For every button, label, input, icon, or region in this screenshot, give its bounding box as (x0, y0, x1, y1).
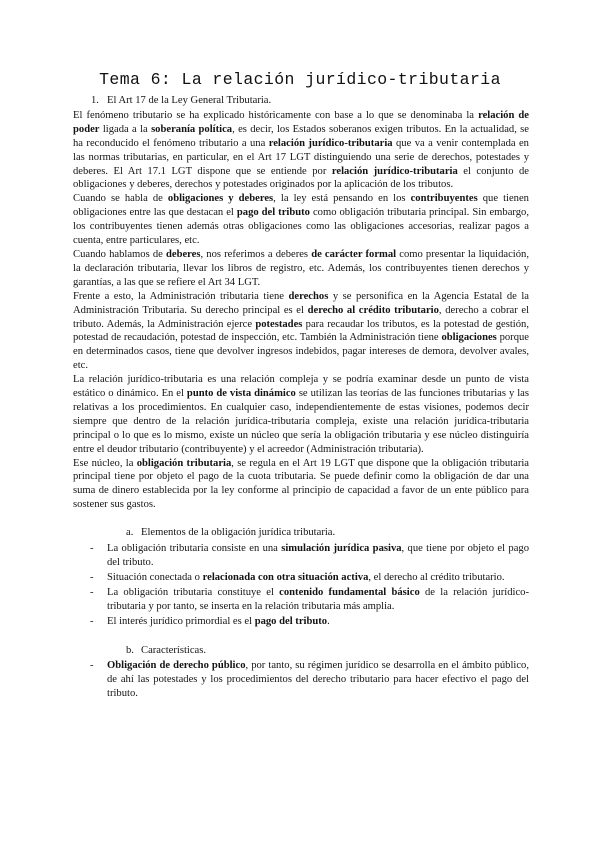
list-elements (73, 542, 529, 628)
paragraph-2: Cuando se habla de obligaciones y deberes, la ley está pensando en los contribuyentes que tienen obligaciones entre las que destacan el pago del tributo como obligación tributaria principal. Sin embargo, los contribuyentes tienen además otras obligaciones como las obligaciones accesorias, realizar pagos a cuenta, entre particulares, etc. (73, 193, 529, 247)
list-item: - Obligación de derecho público, por tanto, su régimen jurídico se desarrolla en el ámbito público, de ahí las potestades y los procedimientos del derecho tributario para hacer efectivo el pago del tributo. (90, 660, 529, 700)
paragraph-4: Frente a esto, la Administración tributaria tiene derechos y se personifica en la Agencia Estatal de la Administración Tributaria. Su derecho principal es el derecho al crédito tributario, derecho a cobrar el tributo. Además, la Administración ejerce potestades para recaudar los tributos, es la potestad de gestión, potestad de recaudación, potestad de inspección, etc. También la Administración tiene obligaciones porque en determinados casos, tiene que devolver ingresos indebidos, pagar intereses de demora, devolver avales, etc. (73, 290, 530, 372)
subsection-heading-b: b. Características. (126, 644, 207, 656)
paragraph-6: Ese núcleo, la obligación tributaria, se regula en el Art 19 LGT que dispone que la obligación tributaria principal tiene por objeto el pago de la cuota tributaria. Se puede definir como la obligación de dar una suma de dinero establecida por la ley conforme al principio de capacidad a favor de un ente público para sostener sus gastos. (73, 457, 529, 511)
paragraph-5: La relación jurídico-tributaria es una relación compleja y se podría examinar desde un punto de vista estático o dinámico. En el punto de vista dinámico se utilizan las teorías de las funciones tributarias y las relativas a los procedimientos. En cualquier caso, independientemente de estas visiones, podemos decir siempre que dentro de la relación jurídica-tributaria compleja, existe una relación jurídica-tributaria principal o lo que es lo mismo, existe un núcleo que sería la obligación tributaria y ese núcleo distinguiría entre el deudor tributario (contribuyente) y el acreedor (Administración tributaria). (73, 374, 529, 455)
section-heading (73, 94, 529, 108)
section-heading-text: El Art 17 de la Ley General Tributaria. (107, 95, 272, 106)
list-item: - Situación conectada o relacionada con otra situación activa, el derecho al crédito tributario. (90, 571, 505, 583)
paragraph-3: Cuando hablamos de deberes, nos referimos a deberes de carácter formal como presentar la liquidación, la declaración tributaria, llevar los libros de registro, etc. Además, los contribuyentes tienen derechos y garantías, a las que se refiere el Art 34 LGT. (73, 248, 529, 288)
document-body (73, 94, 529, 702)
subsection-heading-a: a. Elementos de la obligación jurídica tributaria. (126, 527, 336, 539)
paragraph-1: El fenómeno tributario se ha explicado históricamente con base a lo que se denominaba la relación de poder ligada a la soberanía política, es decir, los Estados soberanos exigen tributos. En la actualidad, se ha reconducido el fenómeno tributario a una relación jurídico-tributaria que va a venir contemplada en las normas tributarias, en particular, en el Art 17 LGT distinguiendo una serie de derechos, potestades y deberes. El Art 17.1 LGT dispone que se entiende por relación jurídico-tributaria el conjunto de obligaciones y deberes, derechos y potestades originados por la aplicación de los tributos. (73, 109, 530, 191)
list-item: - El interés jurídico primordial es el pago del tributo. (90, 615, 330, 627)
list-item: - La obligación tributaria consiste en una simulación jurídica pasiva, que tiene por objeto el pago del tributo. (90, 543, 529, 568)
list-item: - La obligación tributaria constituye el contenido fundamental básico de la relación jurídico-tributaria y por tanto, se inserta en la relación tributaria más amplia. (90, 586, 529, 612)
section-number: 1. (91, 95, 99, 106)
page-title: Tema 6: La relación jurídico-tributaria (99, 70, 501, 89)
list-characteristics (73, 659, 529, 701)
